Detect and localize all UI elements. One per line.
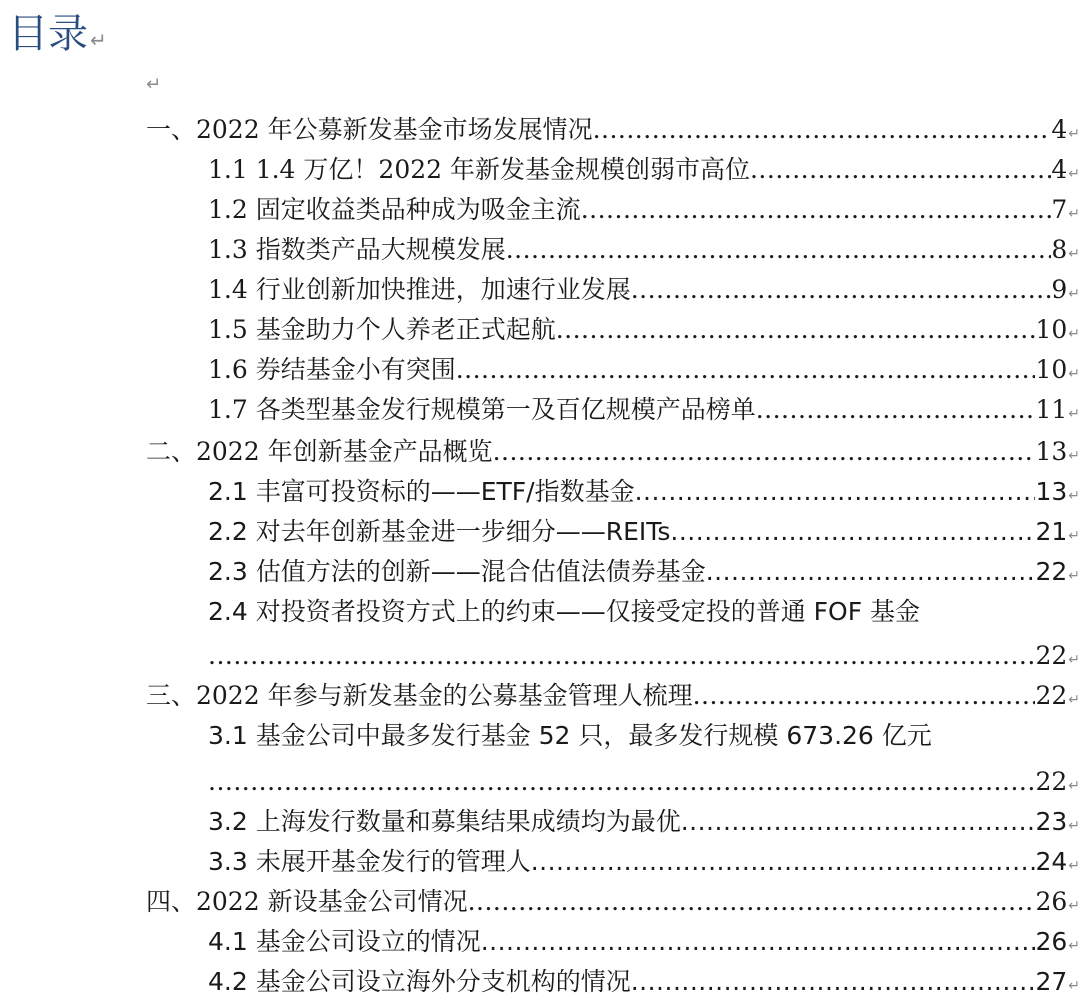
toc-entry-page: 21 bbox=[1035, 517, 1068, 546]
toc-entry-4-2[interactable] bbox=[208, 964, 1080, 1000]
toc-entry-page: 26 bbox=[1035, 887, 1068, 916]
toc-leader-dots bbox=[593, 112, 1052, 148]
return-mark-icon: ↵ bbox=[1068, 206, 1080, 222]
toc-entry-label: 1.4 行业创新加快推进，加速行业发展 bbox=[208, 275, 631, 304]
toc-entry-page: 24 bbox=[1035, 847, 1068, 876]
toc-entry-2[interactable] bbox=[146, 434, 1080, 470]
toc-entry-label: 2.3 估值方法的创新——混合估值法债券基金 bbox=[208, 557, 706, 586]
return-mark-icon: ↵ bbox=[1068, 568, 1080, 584]
toc-entry-page: 22 bbox=[1035, 681, 1068, 710]
toc-leader-dots bbox=[756, 392, 1036, 428]
toc-entry-page: 11 bbox=[1035, 395, 1068, 424]
toc-entry-2-1[interactable] bbox=[208, 474, 1080, 510]
toc-entry-1-2[interactable] bbox=[208, 192, 1080, 228]
toc-entry-2-3[interactable] bbox=[208, 554, 1080, 590]
toc-entry-label: 4.2 基金公司设立海外分支机构的情况 bbox=[208, 967, 631, 996]
toc-leader-dots bbox=[556, 312, 1036, 348]
toc-entry-page: 26 bbox=[1035, 927, 1068, 956]
toc-entry-3-2[interactable] bbox=[208, 804, 1080, 840]
toc-leader-dots bbox=[493, 434, 1036, 470]
toc-leader-dots bbox=[208, 764, 1035, 800]
return-mark-icon: ↵ bbox=[1068, 126, 1080, 142]
toc-leader-dots bbox=[208, 638, 1035, 674]
return-mark-icon: ↵ bbox=[1068, 528, 1080, 544]
return-mark-icon: ↵ bbox=[1068, 692, 1080, 708]
toc-entry-3-1[interactable] bbox=[208, 718, 1080, 754]
toc-entry-1-4[interactable] bbox=[208, 272, 1080, 308]
toc-leader-dots bbox=[456, 352, 1036, 388]
toc-entry-2-2[interactable] bbox=[208, 514, 1080, 550]
toc-leader-dots bbox=[468, 884, 1036, 920]
toc-leader-dots bbox=[693, 678, 1036, 714]
return-mark-icon: ↵ bbox=[1068, 166, 1080, 182]
toc-entry-page: 10 bbox=[1035, 355, 1068, 384]
toc-entry-1-3[interactable] bbox=[208, 232, 1080, 268]
toc-leader-dots bbox=[631, 964, 1036, 1000]
toc-entry-label: 三、2022 年参与新发基金的公募基金管理人梳理 bbox=[146, 681, 693, 710]
toc-entry-label: 2.2 对去年创新基金进一步细分——REITs bbox=[208, 517, 671, 546]
empty-paragraph-mark-icon: ↵ bbox=[146, 74, 162, 95]
toc-entry-label: 1.7 各类型基金发行规模第一及百亿规模产品榜单 bbox=[208, 395, 756, 424]
toc-leader-dots bbox=[531, 844, 1036, 880]
toc-entry-2-4[interactable] bbox=[208, 594, 1080, 630]
toc-entry-page: 22 bbox=[1035, 557, 1068, 586]
toc-entry-4[interactable] bbox=[146, 884, 1080, 920]
toc-entry-3[interactable] bbox=[146, 678, 1080, 714]
toc-entry-label: 4.1 基金公司设立的情况 bbox=[208, 927, 481, 956]
toc-title-text: 目录 bbox=[8, 11, 88, 57]
toc-entry-page: 13 bbox=[1035, 437, 1068, 466]
toc-entry-label: 1.2 固定收益类品种成为吸金主流 bbox=[208, 195, 581, 224]
toc-leader-dots bbox=[631, 272, 1052, 308]
toc-entry-label: 2.4 对投资者投资方式上的约束——仅接受定投的普通 FOF 基金 bbox=[208, 597, 921, 626]
return-mark-icon: ↵ bbox=[1068, 898, 1080, 914]
toc-entry-label: 3.1 基金公司中最多发行基金 52 只，最多发行规模 673.26 亿元 bbox=[208, 721, 932, 750]
toc-entry-page: 10 bbox=[1035, 315, 1068, 344]
return-mark-icon: ↵ bbox=[1068, 858, 1080, 874]
return-mark-icon: ↵ bbox=[1068, 652, 1080, 668]
toc-entry-page: 22 bbox=[1035, 641, 1068, 670]
toc-leader-dots bbox=[681, 804, 1036, 840]
return-mark-icon: ↵ bbox=[1068, 978, 1080, 994]
return-mark-icon: ↵ bbox=[1068, 448, 1080, 464]
toc-leader-dots bbox=[506, 232, 1052, 268]
toc-entry-page: 4 bbox=[1051, 155, 1068, 184]
toc-entry-3-1-continued[interactable] bbox=[208, 764, 1080, 800]
toc-entry-1-5[interactable] bbox=[208, 312, 1080, 348]
toc-entry-label: 3.2 上海发行数量和募集结果成绩均为最优 bbox=[208, 807, 681, 836]
toc-entry-label: 二、2022 年创新基金产品概览 bbox=[146, 437, 493, 466]
toc-leader-dots bbox=[670, 514, 1035, 550]
toc-entry-label: 1.5 基金助力个人养老正式起航 bbox=[208, 315, 556, 344]
toc-leader-dots bbox=[581, 192, 1052, 228]
toc-entry-label: 1.1 1.4 万亿！2022 年新发基金规模创弱市高位 bbox=[208, 155, 750, 184]
return-mark-icon: ↵ bbox=[1068, 366, 1080, 382]
toc-entry-4-1[interactable] bbox=[208, 924, 1080, 960]
return-mark-icon: ↵ bbox=[1068, 326, 1080, 342]
toc-entry-page: 7 bbox=[1051, 195, 1068, 224]
return-mark-icon: ↵ bbox=[1068, 818, 1080, 834]
return-mark-icon: ↵ bbox=[1068, 246, 1080, 262]
toc-entry-3-3[interactable] bbox=[208, 844, 1080, 880]
return-mark-icon: ↵ bbox=[1068, 938, 1080, 954]
toc-entry-page: 22 bbox=[1035, 767, 1068, 796]
return-mark-icon: ↵ bbox=[1068, 406, 1080, 422]
toc-title bbox=[8, 2, 107, 59]
toc-entry-page: 13 bbox=[1035, 477, 1068, 506]
return-mark-icon: ↵ bbox=[1068, 488, 1080, 504]
toc-entry-page: 9 bbox=[1051, 275, 1068, 304]
toc-leader-dots bbox=[750, 152, 1051, 188]
toc-leader-dots bbox=[635, 474, 1036, 510]
toc-entry-1-7[interactable] bbox=[208, 392, 1080, 428]
toc-entry-page: 4 bbox=[1051, 115, 1068, 144]
toc-entry-page: 23 bbox=[1035, 807, 1068, 836]
return-mark-icon: ↵ bbox=[90, 28, 107, 52]
toc-entry-label: 1.6 券结基金小有突围 bbox=[208, 355, 456, 384]
toc-entry-label: 一、2022 年公募新发基金市场发展情况 bbox=[146, 115, 593, 144]
toc-leader-dots bbox=[706, 554, 1036, 590]
toc-entry-1[interactable] bbox=[146, 112, 1080, 148]
toc-entry-1-6[interactable] bbox=[208, 352, 1080, 388]
toc-entry-1-1[interactable] bbox=[208, 152, 1080, 188]
toc-entry-label: 2.1 丰富可投资标的——ETF/指数基金 bbox=[208, 477, 635, 506]
toc-entry-label: 四、2022 新设基金公司情况 bbox=[146, 887, 468, 916]
return-mark-icon: ↵ bbox=[1068, 778, 1080, 794]
toc-entry-page: 27 bbox=[1035, 967, 1068, 996]
toc-leader-dots bbox=[481, 924, 1036, 960]
toc-entry-label: 3.3 未展开基金发行的管理人 bbox=[208, 847, 531, 876]
toc-entry-2-4-continued[interactable] bbox=[208, 638, 1080, 674]
toc-entry-page: 8 bbox=[1051, 235, 1068, 264]
return-mark-icon: ↵ bbox=[1068, 286, 1080, 302]
toc-entry-label: 1.3 指数类产品大规模发展 bbox=[208, 235, 506, 264]
